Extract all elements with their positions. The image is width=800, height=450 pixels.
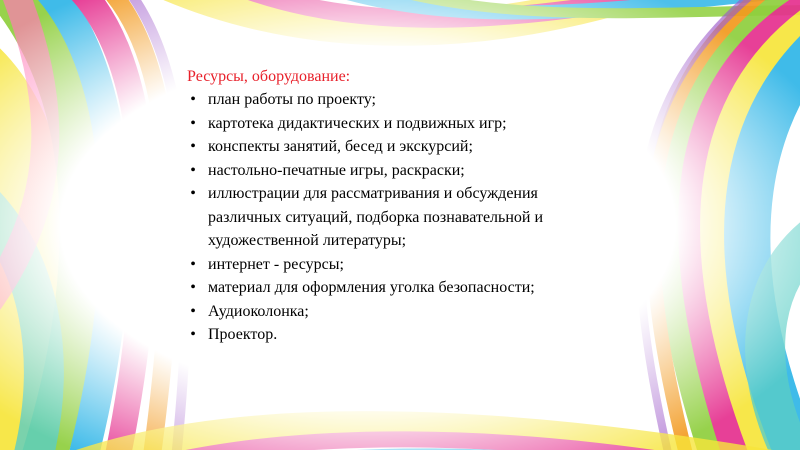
bullet-icon: • bbox=[190, 302, 196, 320]
list-item-text: настольно-печатные игры, раскраски; bbox=[208, 161, 465, 179]
list-item-text: Аудиоколонка; bbox=[208, 302, 309, 320]
list-item-text: иллюстрации для рассматривания и обсуждения различных ситуаций, подборка познавательной и художественной литературы; bbox=[208, 185, 544, 249]
list-item-text: интернет - ресурсы; bbox=[208, 255, 344, 273]
bullet-icon: • bbox=[190, 114, 196, 132]
bullet-icon: • bbox=[190, 185, 196, 202]
list-item bbox=[187, 300, 607, 324]
bullet-icon: • bbox=[190, 138, 196, 155]
bullet-icon: • bbox=[190, 91, 196, 108]
list-item-text: конспекты занятий, бесед и экскурсий; bbox=[208, 138, 473, 155]
list-item-text: материал для оформления уголка безопасности; bbox=[208, 279, 535, 296]
list-item bbox=[187, 135, 607, 159]
bullet-icon: • bbox=[190, 161, 196, 179]
bullet-icon: • bbox=[190, 279, 196, 296]
list-item-text: Проектор. bbox=[208, 326, 278, 343]
list-item-text: картотека дидактических и подвижных игр; bbox=[208, 114, 507, 132]
list-item bbox=[187, 112, 607, 136]
list-item bbox=[187, 159, 607, 183]
list-item bbox=[187, 323, 607, 347]
text-content bbox=[187, 67, 607, 347]
list-item-text: план работы по проекту; bbox=[208, 91, 376, 108]
list-item bbox=[187, 276, 607, 300]
bullet-icon: • bbox=[190, 326, 196, 343]
bullet-icon: • bbox=[190, 255, 196, 273]
list-item bbox=[187, 88, 607, 112]
list-item bbox=[187, 182, 607, 253]
resource-list bbox=[187, 88, 607, 347]
list-item bbox=[187, 253, 607, 277]
slide-heading: Ресурсы, оборудование: bbox=[187, 68, 351, 85]
